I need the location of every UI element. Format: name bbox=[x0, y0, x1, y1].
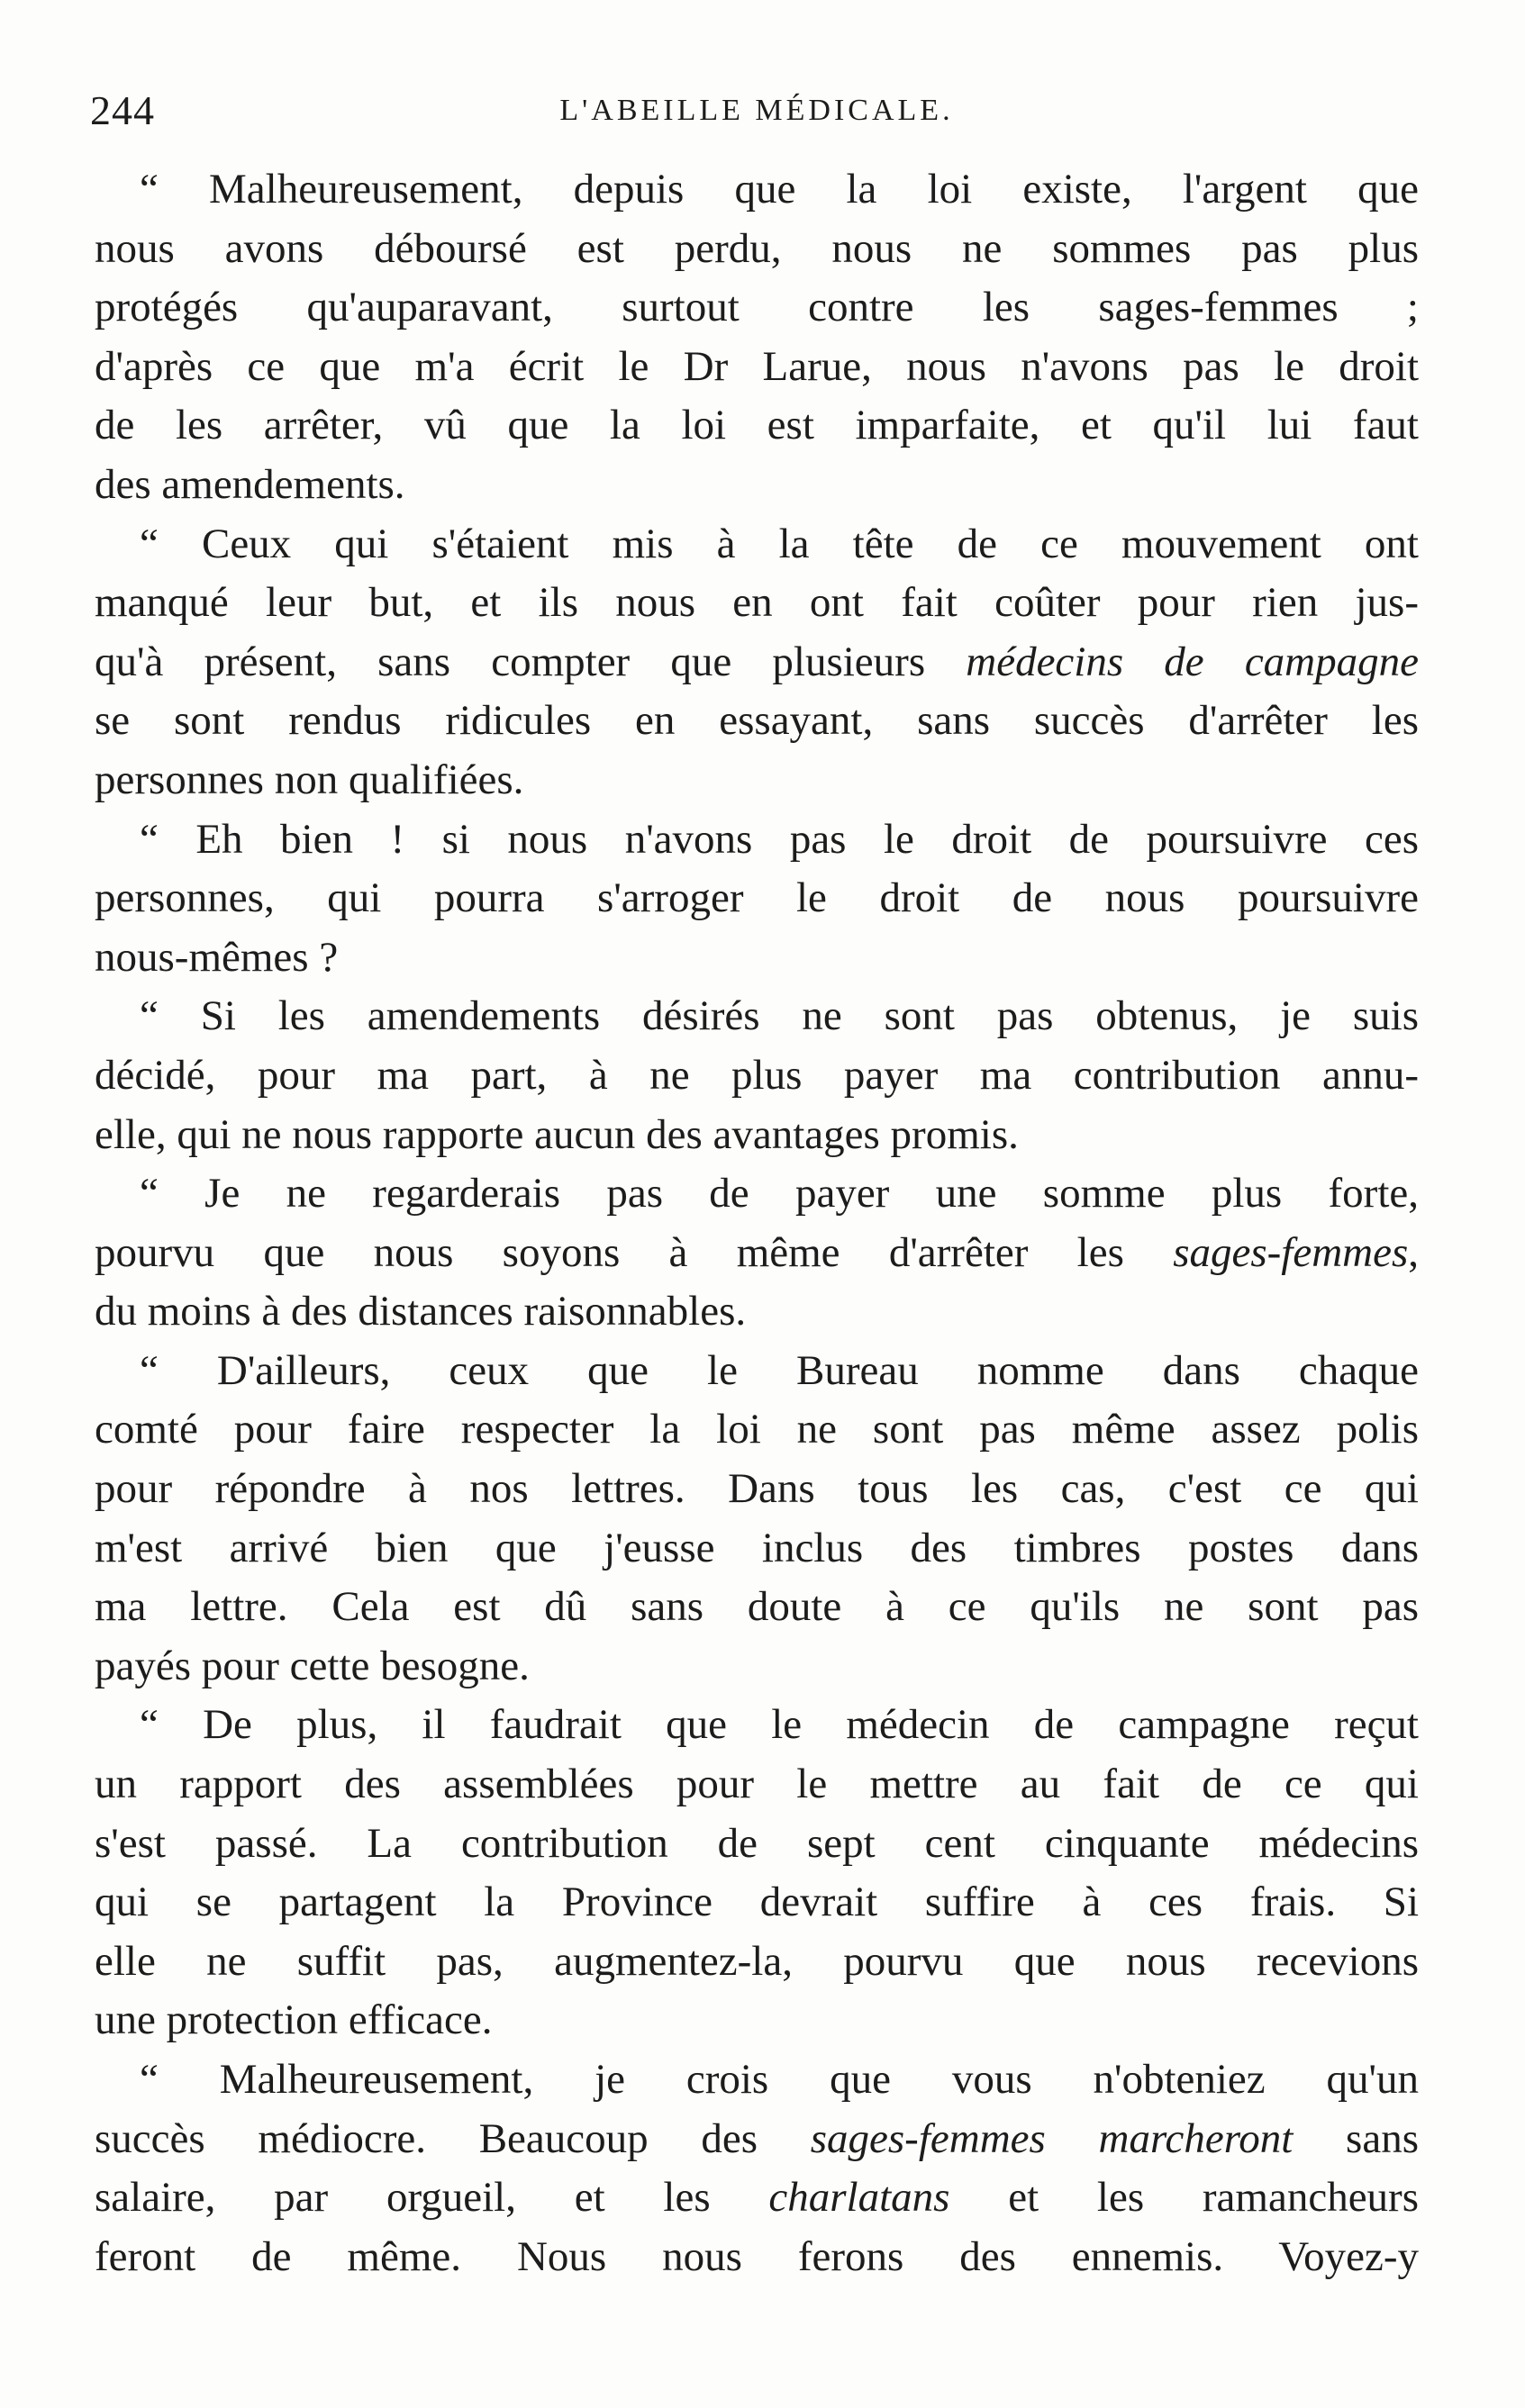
text-line: nous avons déboursé est perdu, nous ne sommes pas plus bbox=[95, 224, 1419, 272]
text-line: se sont rendus ridicules en essayant, sans succès d'arrêter les bbox=[95, 697, 1419, 745]
text-line: ma lettre. Cela est dû sans doute à ce qu'ils ne sont pas bbox=[95, 1583, 1419, 1631]
text-line: d'après ce que m'a écrit le Dr Larue, nous n'avons pas le droit bbox=[95, 342, 1419, 390]
text-line bbox=[95, 1224, 1419, 1283]
text-line: feront de même. Nous nous ferons des ennemis. Voyez-y bbox=[95, 2232, 1419, 2280]
text-line bbox=[95, 2168, 1419, 2228]
text-line: comté pour faire respecter la loi ne sont pas même assez polis bbox=[95, 1406, 1419, 1453]
text-line: du moins à des distances raisonnables. bbox=[95, 1288, 747, 1335]
text-line: payés pour cette besogne. bbox=[95, 1642, 530, 1689]
text-line: s'est passé. La contribution de sept cent cinquante médecins bbox=[95, 1819, 1419, 1867]
italic-text: sages-femmes marcheront bbox=[810, 2114, 1294, 2162]
text-line: pour répondre à nos lettres. Dans tous les cas, c'est ce qui bbox=[95, 1465, 1419, 1513]
text-line: elle ne suffit pas, augmentez-la, pourvu que nous recevions bbox=[95, 1937, 1419, 1985]
italic-text: médecins de campagne bbox=[966, 638, 1419, 685]
text-line: de les arrêter, vû que la loi est imparfaite, et qu'il lui faut bbox=[95, 402, 1419, 449]
text-line: personnes, qui pourra s'arroger le droit de nous poursuivre bbox=[95, 874, 1419, 922]
page-header bbox=[90, 79, 1423, 142]
text-line: nous-mêmes ? bbox=[95, 933, 339, 981]
italic-text: charlatans bbox=[768, 2174, 950, 2222]
text-line: manqué leur but, et ils nous en ont fait coûter pour rien jus- bbox=[95, 579, 1419, 627]
page-number: 244 bbox=[90, 87, 155, 133]
text-line: “ Si les amendements désirés ne sont pas obtenus, je suis bbox=[140, 992, 1419, 1040]
text-line: personnes non qualifiées. bbox=[95, 756, 524, 803]
text-line: elle, qui ne nous rapporte aucun des avantages promis. bbox=[95, 1110, 1019, 1158]
text-run: salaire, par orgueil, et les bbox=[95, 2174, 769, 2222]
text-line: des amendements. bbox=[95, 460, 405, 508]
text-line: décidé, pour ma part, à ne plus payer ma contribution annu- bbox=[95, 1051, 1419, 1099]
text-line: “ Malheureusement, depuis que la loi existe, l'argent que bbox=[140, 166, 1419, 213]
text-line: “ Malheureusement, je crois que vous n'obteniez qu'un bbox=[140, 2056, 1419, 2103]
text-run: , bbox=[1408, 1228, 1419, 1276]
text-line: m'est arrivé bien que j'eusse inclus des timbres postes dans bbox=[95, 1524, 1419, 1571]
text-line: “ D'ailleurs, ceux que le Bureau nomme dans chaque bbox=[140, 1346, 1419, 1394]
running-title: L'ABEILLE MÉDICALE. bbox=[559, 94, 954, 127]
text-run: qu'à présent, sans compter que plusieurs bbox=[95, 638, 967, 685]
text-line: “ De plus, il faudrait que le médecin de campagne reçut bbox=[140, 1701, 1419, 1749]
text-line bbox=[95, 2110, 1419, 2169]
body-text bbox=[95, 160, 1419, 2286]
text-run: sans bbox=[1293, 2114, 1419, 2162]
text-run: pourvu que nous soyons à même d'arrêter les bbox=[95, 1228, 1174, 1276]
text-line: une protection efficace. bbox=[95, 1996, 493, 2044]
text-line: “ Je ne regarderais pas de payer une somme plus forte, bbox=[140, 1170, 1419, 1218]
italic-text: sages-femmes bbox=[1173, 1228, 1409, 1276]
text-run: succès médiocre. Beaucoup des bbox=[95, 2114, 811, 2162]
text-line bbox=[95, 633, 1419, 693]
text-run: et les ramancheurs bbox=[949, 2174, 1419, 2222]
text-line: qui se partagent la Province devrait suffire à ces frais. Si bbox=[95, 1878, 1419, 1926]
text-line: protégés qu'auparavant, surtout contre les sages-femmes ; bbox=[95, 284, 1419, 331]
text-line: un rapport des assemblées pour le mettre au fait de ce qui bbox=[95, 1761, 1419, 1808]
text-line: “ Eh bien ! si nous n'avons pas le droit de poursuivre ces bbox=[140, 815, 1419, 863]
text-line: “ Ceux qui s'étaient mis à la tête de ce mouvement ont bbox=[140, 520, 1419, 567]
